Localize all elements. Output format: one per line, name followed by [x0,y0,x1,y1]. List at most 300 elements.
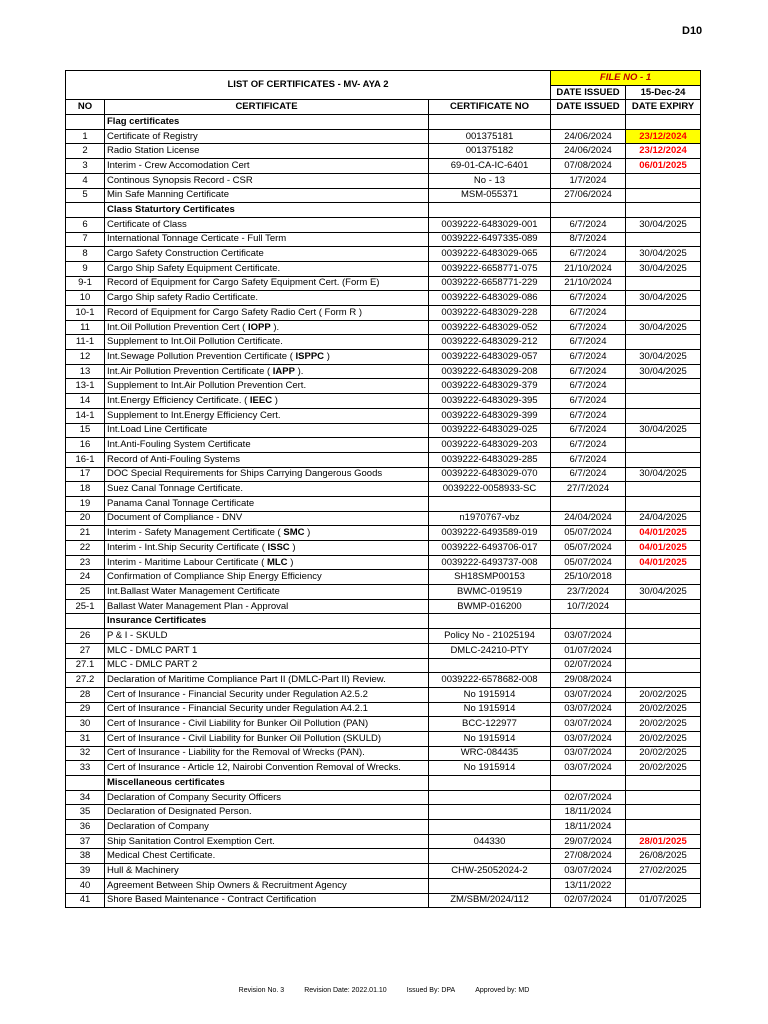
table-row [66,790,701,805]
certificate-name-tail: ) [326,350,330,362]
row-number: 4 [66,173,105,188]
certificate-name [105,746,429,761]
table-row [66,570,701,585]
date-issued [551,496,626,511]
certificate-name-text: Document of Compliance - DNV [107,512,243,524]
date-issued: 02/07/2024 [551,658,626,673]
table-row [66,306,701,321]
table-row [66,394,701,409]
date-issued: 10/7/2024 [551,599,626,614]
date-issued: 03/07/2024 [551,731,626,746]
date-expiry [626,379,701,394]
row-number: 6 [66,217,105,232]
header-date-expiry: DATE EXPIRY [626,100,701,115]
section-title: Flag certificates [105,115,429,130]
section-empty-cell [429,776,551,791]
certificate-name [105,864,429,879]
certificate-name-text: International Tonnage Certicate - Full Term [107,233,287,245]
date-issued: 8/7/2024 [551,232,626,247]
certificate-name-text: Ballast Water Management Plan - Approval [107,600,289,612]
table-row [66,834,701,849]
date-issued: 6/7/2024 [551,364,626,379]
certificate-number: CHW-25052024-2 [429,864,551,879]
row-number: 9-1 [66,276,105,291]
certificate-name-text: Shore Based Maintenance - Contract Certification [107,894,317,906]
date-issued: 1/7/2024 [551,173,626,188]
row-number: 21 [66,526,105,541]
row-number: 24 [66,570,105,585]
table-row [66,717,701,732]
section-no-cell [66,203,105,218]
row-number: 33 [66,761,105,776]
certificate-name-text: DOC Special Requirements for Ships Carrying Dangerous Goods [107,468,383,480]
certificate-name-text: Cert of Insurance - Financial Security under Regulation A2.5.2 [107,688,368,700]
certificate-name [105,129,429,144]
certificates-table-body [66,71,701,908]
certificate-number: BWMP-016200 [429,599,551,614]
date-issued: 6/7/2024 [551,467,626,482]
table-row [66,129,701,144]
certificate-name-text: Ship Sanitation Control Exemption Cert. [107,835,275,847]
certificate-number: 001375181 [429,129,551,144]
date-issued: 02/07/2024 [551,893,626,908]
table-row [66,438,701,453]
certificate-name-tail: ). [297,365,304,377]
date-expiry: 24/04/2025 [626,511,701,526]
date-expiry: 04/01/2025 [626,555,701,570]
certificate-name-text: Int.Air Pollution Prevention Certificate ( [107,365,271,377]
table-row [66,746,701,761]
table-row [66,849,701,864]
row-number: 16-1 [66,452,105,467]
certificate-name [105,394,429,409]
date-issued: 03/07/2024 [551,717,626,732]
date-issued: 05/07/2024 [551,541,626,556]
certificate-name [105,541,429,556]
date-expiry [626,408,701,423]
date-issued: 13/11/2022 [551,878,626,893]
table-row [66,643,701,658]
certificate-name-text: Min Safe Manning Certificate [107,189,229,201]
date-issued-label: DATE ISSUED [551,85,626,100]
certificate-name-text: Cert of Insurance - Liability for the Removal of Wrecks (PAN). [107,747,365,759]
certificate-name-text: MLC - DMLC PART 2 [107,659,198,671]
certificate-name [105,261,429,276]
table-row [66,761,701,776]
page-title: LIST OF CERTIFICATES - MV- AYA 2 [66,71,551,100]
certificate-abbreviation: IAPP [272,365,295,377]
row-number: 40 [66,878,105,893]
certificate-name [105,820,429,835]
row-number: 38 [66,849,105,864]
row-number: 18 [66,482,105,497]
certificate-name [105,350,429,365]
section-empty-cell [626,203,701,218]
certificate-name [105,849,429,864]
header-no: NO [66,100,105,115]
row-number: 3 [66,159,105,174]
certificate-number: 0039222-6483029-399 [429,408,551,423]
date-issued: 29/08/2024 [551,673,626,688]
certificate-number: 0039222-6483029-208 [429,364,551,379]
date-expiry [626,496,701,511]
row-number: 39 [66,864,105,879]
section-empty-cell [429,115,551,130]
certificate-number [429,820,551,835]
certificate-number: 0039222-6493589-019 [429,526,551,541]
certificate-abbreviation: IOPP [247,321,271,333]
date-issued: 6/7/2024 [551,438,626,453]
table-row [66,379,701,394]
certificate-name-text: Radio Station License [107,145,200,157]
certificate-number: 0039222-6493737-008 [429,555,551,570]
certificate-name [105,511,429,526]
certificate-name [105,159,429,174]
date-expiry: 30/04/2025 [626,261,701,276]
row-number: 25 [66,585,105,600]
date-issued: 6/7/2024 [551,291,626,306]
table-row [66,599,701,614]
certificate-name-text: Record of Equipment for Cargo Safety Equipment Cert. (Form E) [107,277,380,289]
table-row [66,805,701,820]
certificate-abbreviation: ISSC [267,541,290,553]
certificate-name-text: Declaration of Company Security Officers [107,791,282,803]
certificate-number: 0039222-6483029-212 [429,335,551,350]
title-row [66,71,701,86]
file-number: FILE NO - 1 [551,71,701,86]
date-expiry: 04/01/2025 [626,526,701,541]
date-issued: 03/07/2024 [551,864,626,879]
date-issued: 27/7/2024 [551,482,626,497]
table-row [66,555,701,570]
certificate-name [105,467,429,482]
date-expiry [626,232,701,247]
row-number: 2 [66,144,105,159]
row-number: 12 [66,350,105,365]
date-expiry: 30/04/2025 [626,320,701,335]
certificate-number: Policy No - 21025194 [429,629,551,644]
certificate-name-tail: ) [290,556,294,568]
date-expiry [626,452,701,467]
section-empty-cell [551,203,626,218]
certificate-name [105,320,429,335]
certificate-number: DMLC-24210-PTY [429,643,551,658]
certificate-name [105,878,429,893]
certificate-number [429,878,551,893]
certificate-name-text: Certificate of Class [107,218,187,230]
section-no-cell [66,776,105,791]
table-row [66,276,701,291]
certificate-number: No 1915914 [429,761,551,776]
table-row [66,408,701,423]
certificate-number: ZM/SBM/2024/112 [429,893,551,908]
top-date: 15-Dec-24 [626,85,701,100]
date-expiry [626,599,701,614]
table-row [66,673,701,688]
certificate-name-text: Int.Energy Efficiency Certificate. ( [107,394,248,406]
certificate-number: No 1915914 [429,687,551,702]
date-expiry [626,276,701,291]
date-expiry: 20/02/2025 [626,687,701,702]
certificate-name-text: Confirmation of Compliance Ship Energy Efficiency [107,571,322,583]
section-empty-cell [429,614,551,629]
table-row [66,585,701,600]
date-issued: 6/7/2024 [551,306,626,321]
date-expiry [626,335,701,350]
date-issued: 03/07/2024 [551,761,626,776]
date-issued: 25/10/2018 [551,570,626,585]
certificate-number: WRC-084435 [429,746,551,761]
date-expiry: 20/02/2025 [626,761,701,776]
certificate-name-text: Suez Canal Tonnage Certificate. [107,483,244,495]
table-row [66,364,701,379]
row-number: 23 [66,555,105,570]
certificate-abbreviation: ISPPC [295,350,325,362]
certificate-number: 0039222-6483029-395 [429,394,551,409]
date-issued: 6/7/2024 [551,394,626,409]
row-number: 37 [66,834,105,849]
certificate-name [105,673,429,688]
certificates-table [65,70,701,908]
date-expiry: 04/01/2025 [626,541,701,556]
footer [0,987,768,994]
table-row [66,864,701,879]
date-issued: 01/07/2024 [551,643,626,658]
date-issued: 27/08/2024 [551,849,626,864]
header-row [66,100,701,115]
row-number: 20 [66,511,105,526]
row-number: 8 [66,247,105,262]
certificate-number: n1970767-vbz [429,511,551,526]
section-empty-cell [626,614,701,629]
table-row [66,335,701,350]
date-expiry: 30/04/2025 [626,217,701,232]
table-row [66,658,701,673]
certificate-name-text: Int.Ballast Water Management Certificate [107,585,280,597]
section-title: Insurance Certificates [105,614,429,629]
certificate-number: 69-01-CA-IC-6401 [429,159,551,174]
row-number: 26 [66,629,105,644]
certificate-number: 0039222-6497335-089 [429,232,551,247]
date-issued: 6/7/2024 [551,247,626,262]
certificate-name-text: Medical Chest Certificate. [107,850,216,862]
row-number: 13-1 [66,379,105,394]
certificate-name-text: Interim - Safety Management Certificate ( [107,527,281,539]
certificate-name-text: Continous Synopsis Record - CSR [107,174,253,186]
date-expiry: 30/04/2025 [626,291,701,306]
certificate-name-text: Int.Sewage Pollution Prevention Certificate ( [107,350,293,362]
row-number: 22 [66,541,105,556]
certificate-name [105,217,429,232]
section-no-cell [66,614,105,629]
certificate-number: 0039222-0058933-SC [429,482,551,497]
date-issued: 07/08/2024 [551,159,626,174]
certificate-abbreviation: IEEC [249,394,273,406]
certificate-number [429,658,551,673]
date-issued: 6/7/2024 [551,423,626,438]
table-row [66,144,701,159]
certificate-number: 0039222-6483029-001 [429,217,551,232]
certificate-number: 0039222-6483029-285 [429,452,551,467]
date-expiry: 30/04/2025 [626,364,701,379]
certificate-name-text: Cert of Insurance - Financial Security under Regulation A4.2.1 [107,703,368,715]
table-row [66,291,701,306]
date-expiry [626,173,701,188]
footer-approved-by: Approved by: MD [475,987,530,994]
certificate-name-text: Panama Canal Tonnage Certificate [107,497,255,509]
row-number: 16 [66,438,105,453]
table-row [66,731,701,746]
certificate-name-text: Cert of Insurance - Article 12, Nairobi Convention Removal of Wrecks. [107,762,401,774]
date-expiry: 28/01/2025 [626,834,701,849]
certificate-name-text: Record of Anti-Fouling Systems [107,453,241,465]
certificate-name [105,717,429,732]
certificate-name-text: MLC - DMLC PART 1 [107,644,198,656]
table-row [66,511,701,526]
table-row [66,541,701,556]
footer-issued-by: Issued By: DPA [406,987,456,994]
table-row [66,629,701,644]
date-issued: 27/06/2024 [551,188,626,203]
certificate-name [105,438,429,453]
date-issued: 03/07/2024 [551,702,626,717]
row-number: 14-1 [66,408,105,423]
date-expiry [626,188,701,203]
certificate-number: No 1915914 [429,702,551,717]
certificate-name [105,306,429,321]
header-cert-no: CERTIFICATE NO [429,100,551,115]
certificate-number: BWMC-019519 [429,585,551,600]
date-expiry [626,629,701,644]
certificate-name-text: Supplement to Int.Energy Efficiency Cert. [107,409,281,421]
certificate-number [429,805,551,820]
date-issued: 6/7/2024 [551,452,626,467]
table-row [66,702,701,717]
date-expiry: 23/12/2024 [626,144,701,159]
row-number: 14 [66,394,105,409]
certificate-number: 0039222-6658771-075 [429,261,551,276]
row-number: 28 [66,687,105,702]
table-row [66,159,701,174]
certificate-name [105,570,429,585]
section-empty-cell [551,776,626,791]
certificate-number: SH18SMP00153 [429,570,551,585]
row-number: 31 [66,731,105,746]
section-row [66,614,701,629]
certificate-number: 044330 [429,834,551,849]
certificate-name-text: Certificate of Registry [107,130,198,142]
certificate-name [105,658,429,673]
row-number: 10-1 [66,306,105,321]
date-expiry [626,820,701,835]
certificate-name-tail: ) [292,541,296,553]
date-expiry: 30/04/2025 [626,585,701,600]
date-expiry [626,673,701,688]
table-row [66,188,701,203]
certificate-name-text: Int.Anti-Fouling System Certificate [107,439,251,451]
table-row [66,482,701,497]
certificate-number: No 1915914 [429,731,551,746]
certificate-name [105,496,429,511]
certificate-name-text: Record of Equipment for Cargo Safety Radio Cert ( Form R ) [107,306,363,318]
date-expiry: 20/02/2025 [626,717,701,732]
certificate-number: 0039222-6483029-379 [429,379,551,394]
certificate-name [105,526,429,541]
certificate-number: 0039222-6483029-070 [429,467,551,482]
row-number: 25-1 [66,599,105,614]
table-row [66,878,701,893]
table-row [66,217,701,232]
date-issued: 24/06/2024 [551,144,626,159]
table-row [66,423,701,438]
row-number: 10 [66,291,105,306]
date-expiry: 23/12/2024 [626,129,701,144]
section-empty-cell [626,776,701,791]
date-expiry [626,805,701,820]
certificate-name [105,805,429,820]
certificate-name [105,702,429,717]
date-issued: 24/06/2024 [551,129,626,144]
header-certificate: CERTIFICATE [105,100,429,115]
date-expiry [626,438,701,453]
certificate-number: 0039222-6483029-065 [429,247,551,262]
certificate-name [105,276,429,291]
row-number: 1 [66,129,105,144]
certificate-name-text: Interim - Crew Accomodation Cert [107,159,250,171]
certificate-name [105,423,429,438]
table-row [66,526,701,541]
certificate-number: 0039222-6483029-052 [429,320,551,335]
row-number: 27.1 [66,658,105,673]
certificate-name-text: Cargo Ship safety Radio Certificate. [107,292,259,304]
date-expiry: 27/02/2025 [626,864,701,879]
date-issued: 6/7/2024 [551,379,626,394]
section-title: Class Staturtory Certificates [105,203,429,218]
row-number: 13 [66,364,105,379]
table-row [66,320,701,335]
certificate-number [429,849,551,864]
date-issued: 18/11/2024 [551,820,626,835]
date-issued: 05/07/2024 [551,526,626,541]
certificate-abbreviation: MLC [266,556,288,568]
date-issued: 23/7/2024 [551,585,626,600]
certificate-name-text: Declaration of Designated Person. [107,806,252,818]
certificate-name [105,291,429,306]
certificate-name-text: P & I - SKULD [107,629,168,641]
footer-revision-date: Revision Date: 2022.01.10 [304,987,387,994]
date-issued: 18/11/2024 [551,805,626,820]
date-expiry [626,482,701,497]
row-number: 11-1 [66,335,105,350]
date-expiry: 30/04/2025 [626,350,701,365]
date-expiry [626,878,701,893]
date-issued: 6/7/2024 [551,350,626,365]
certificate-number [429,496,551,511]
certificate-number: MSM-055371 [429,188,551,203]
certificate-name-text: Interim - Int.Ship Security Certificate ( [107,541,265,553]
table-row [66,820,701,835]
date-expiry: 20/02/2025 [626,746,701,761]
section-title: Miscellaneous certificates [105,776,429,791]
row-number: 17 [66,467,105,482]
section-empty-cell [626,115,701,130]
row-number: 30 [66,717,105,732]
certificate-name [105,687,429,702]
certificate-name [105,731,429,746]
certificate-number: 0039222-6493706-017 [429,541,551,556]
row-number: 36 [66,820,105,835]
section-empty-cell [551,614,626,629]
